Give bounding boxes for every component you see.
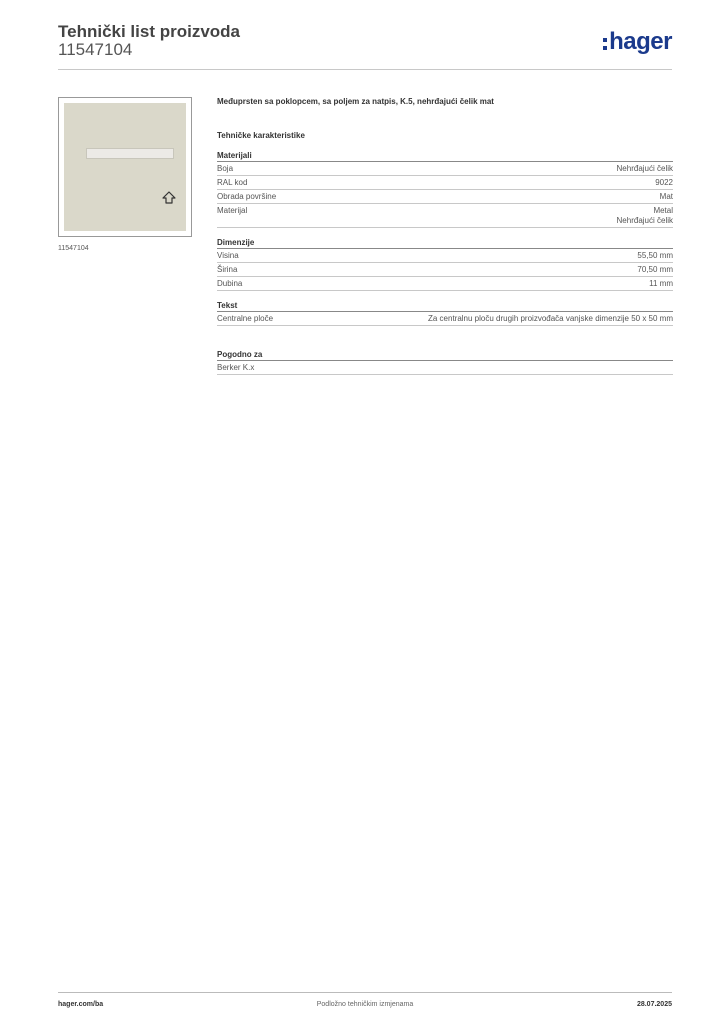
spec-value-line: Mat (659, 192, 673, 201)
spec-label: Boja (217, 164, 234, 173)
spec-value (637, 265, 673, 275)
spec-value (617, 206, 673, 226)
spec-content (217, 97, 673, 375)
footer-date: 28.07.2025 (636, 1001, 672, 1008)
hager-logo (603, 30, 672, 54)
spec-value-line: 55,50 mm (637, 251, 673, 260)
spec-value-line: Metal (653, 206, 673, 215)
page-header (58, 22, 672, 70)
document-title: Tehnički list proizvoda (58, 22, 240, 41)
spec-value (649, 279, 673, 289)
spec-row (217, 190, 673, 204)
page-footer (58, 992, 672, 1008)
spec-value (637, 251, 673, 261)
spec-row (217, 249, 673, 263)
spec-label: Materijal (217, 206, 248, 215)
product-image (58, 97, 192, 237)
section-title: Tehničke karakteristike (217, 131, 305, 140)
spec-row (217, 176, 673, 190)
group-title: Materijali (217, 140, 673, 162)
arrow-up-outline-icon (162, 191, 176, 205)
spec-label: RAL kod (217, 178, 248, 187)
spec-value (428, 314, 673, 324)
spec-row (217, 263, 673, 277)
spec-value-line: Za centralnu ploču drugih proizvođača vanjske dimenzije 50 x 50 mm (427, 314, 673, 323)
spec-row (217, 361, 673, 375)
spec-groups (217, 140, 673, 375)
spec-row (217, 204, 673, 228)
spec-value-line: Nehrđajući čelik (616, 164, 673, 173)
spec-label: Obrada površine (217, 192, 277, 201)
spec-label: Širina (217, 265, 238, 274)
spec-label: Dubina (217, 279, 243, 288)
spec-value-line: 11 mm (649, 279, 673, 288)
spec-label: Berker K.x (217, 363, 255, 372)
spec-label: Visina (217, 251, 239, 260)
product-number: 11547104 (58, 40, 133, 59)
spec-value (617, 164, 673, 174)
footer-note: Podložno tehničkim izmjenama (316, 1001, 414, 1008)
spec-value-line: 70,50 mm (637, 265, 673, 274)
image-caption: 11547104 (58, 245, 89, 252)
group-title: Tekst (217, 291, 673, 312)
footer-website[interactable]: hager.com/ba (58, 1001, 104, 1008)
spec-value (655, 178, 673, 188)
logo-dots-icon (603, 38, 607, 50)
spec-row (217, 162, 673, 176)
spec-value-line: 9022 (655, 178, 673, 187)
spec-row (217, 312, 673, 326)
group-title: Dimenzije (217, 228, 673, 249)
spec-value-line: Nehrđajući čelik (616, 216, 673, 225)
cover-plate (64, 103, 186, 231)
spec-value (660, 192, 673, 202)
group-spacer (217, 326, 673, 340)
label-field (86, 148, 174, 159)
product-description: Međuprsten sa poklopcem, sa poljem za natpis, K.5, nehrđajući čelik mat (217, 97, 494, 106)
spec-row (217, 277, 673, 291)
spec-label: Centralne ploče (217, 314, 274, 323)
logo-text: hager (609, 28, 672, 55)
group-title: Pogodno za (217, 340, 673, 361)
